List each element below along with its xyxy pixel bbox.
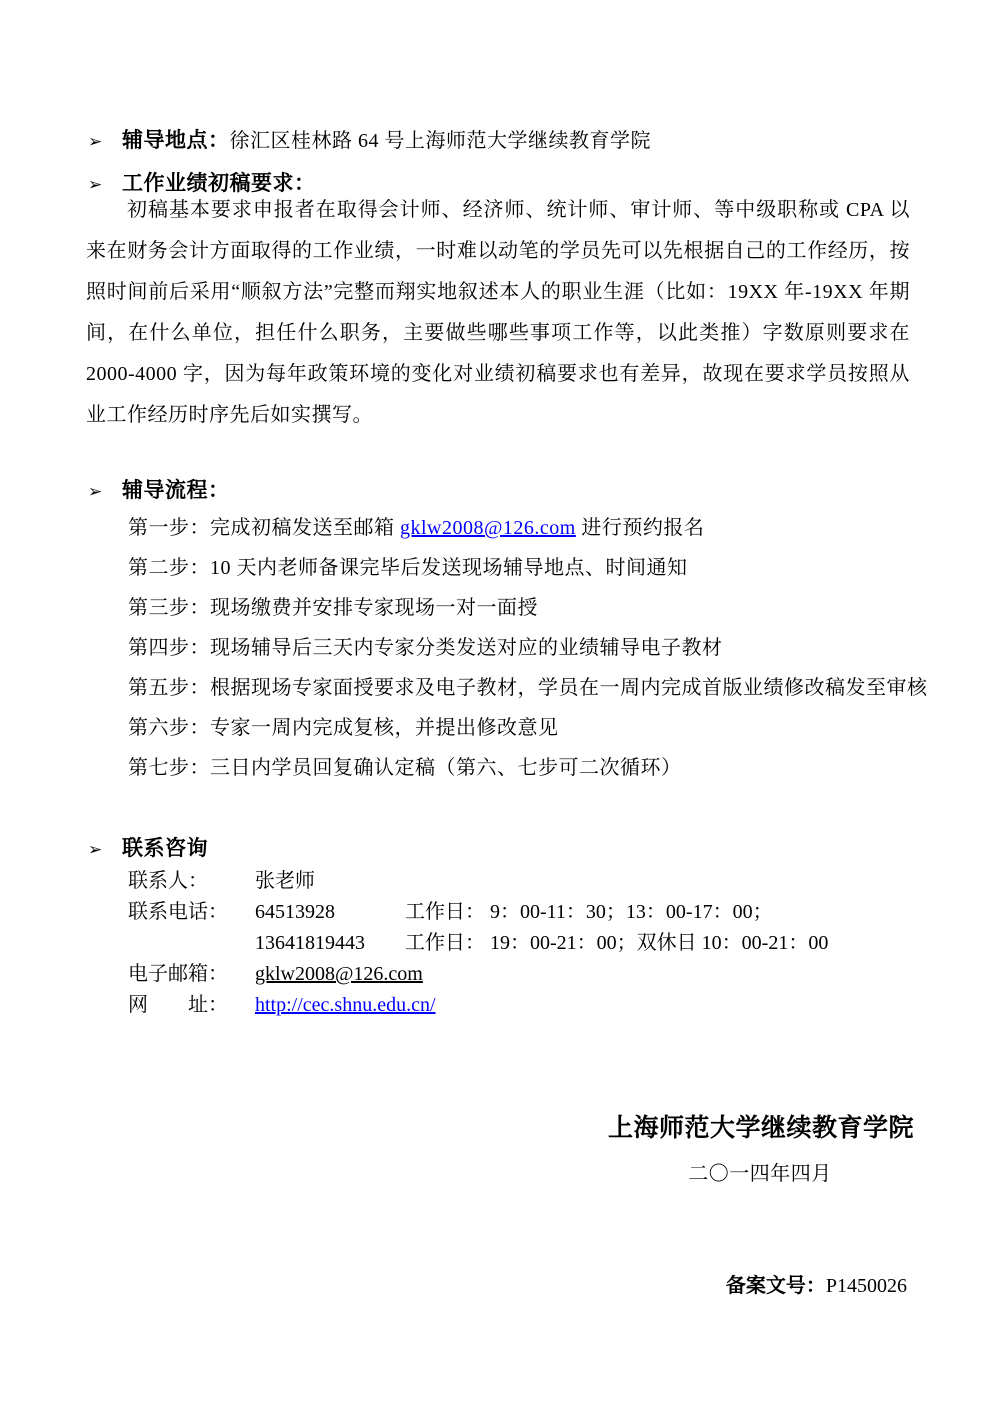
contact-phone-2-value: 13641819443: [255, 932, 365, 954]
step-prefix: 第七步：: [128, 757, 210, 779]
process-label: 辅导流程：: [122, 479, 230, 502]
step-prefix: 第五步：: [128, 677, 210, 699]
institution-name: 上海师范大学继续教育学院: [608, 1115, 915, 1142]
process-step-6: [128, 708, 928, 748]
arrow-bullet-icon: ➢: [88, 840, 103, 860]
step-text: 10 天内老师备课完毕后发送现场辅导地点、时间通知: [210, 557, 688, 579]
filing-number: P1450026: [825, 1275, 907, 1297]
location-label: 辅导地点：: [122, 129, 230, 152]
contact-row-phone-1: [128, 897, 828, 928]
section-process-heading: [88, 474, 230, 504]
contact-phone-label: 联系电话：: [128, 901, 228, 923]
contact-website-label: 网 址：: [128, 994, 228, 1016]
process-step-2: [128, 548, 928, 588]
signature-block: [608, 1108, 915, 1186]
filing-number-row: [726, 1269, 907, 1298]
contact-row-person: [128, 866, 828, 897]
process-step-7: [128, 748, 928, 788]
requirements-paragraph: 初稿基本要求申报者在取得会计师、经济师、统计师、审计师、等中级职称或 CPA 以来在财务会计方面取得的工作业绩，一时难以动笔的学员先可以先根据自己的工作经历，按照时间前后采用“顺叙方法”完整而翔实地叙述本人的职业生涯（比如：19XX 年-19XX 年期间，在什么单位，担任什么职务，主要做些哪些事项工作等，以此类推）字数原则要求在 2000-4000 字，因为每年政策环境的变化对业绩初稿要求也有差异，故现在要求学员按照从业工作经历时序先后如实撰写。: [86, 199, 910, 426]
contact-row-email: [128, 959, 828, 990]
step-prefix: 第四步：: [128, 637, 210, 659]
section-location: [88, 124, 651, 154]
contact-website-link[interactable]: http://cec.shnu.edu.cn/: [255, 994, 436, 1016]
contact-label: 联系咨询: [122, 837, 208, 860]
section-contact-heading: [88, 832, 208, 862]
email-link[interactable]: gklw2008@126.com: [400, 517, 576, 539]
arrow-bullet-icon: ➢: [88, 132, 103, 152]
contact-person-label: 联系人：: [128, 870, 208, 892]
contact-person-value: 张老师: [255, 870, 315, 892]
arrow-bullet-icon: ➢: [88, 482, 103, 502]
requirements-label: 工作业绩初稿要求：: [122, 172, 316, 195]
contact-email-label: 电子邮箱：: [128, 963, 228, 985]
process-step-5: [128, 668, 928, 708]
contact-row-website: [128, 990, 828, 1021]
step-text: 三日内学员回复确认定稿（第六、七步可二次循环）: [210, 757, 682, 779]
step-prefix: 第一步：: [128, 517, 210, 539]
step-text: 现场缴费并安排专家现场一对一面授: [210, 597, 538, 619]
process-steps: [128, 508, 928, 788]
process-step-4: [128, 628, 928, 668]
contact-phone-1-schedule: 工作日： 9：00-11：30；13：00-17：00；: [405, 901, 773, 923]
contact-phone-1-value: 64513928: [255, 901, 335, 923]
contact-email-link[interactable]: gklw2008@126.com: [255, 963, 423, 985]
process-step-1: [128, 508, 928, 548]
step-prefix: 第六步：: [128, 717, 210, 739]
step-prefix: 第二步：: [128, 557, 210, 579]
contact-phone-2-schedule: 工作日： 19：00-21：00；双休日 10：00-21：00: [405, 932, 829, 954]
location-value: 徐汇区桂林路 64 号上海师范大学继续教育学院: [229, 130, 651, 152]
filing-label: 备案文号：: [725, 1275, 826, 1297]
step-text: 根据现场专家面授要求及电子教材，学员在一周内完成首版业绩修改稿发至审核: [210, 677, 928, 699]
contact-row-phone-2: [128, 928, 828, 959]
process-step-3: [128, 588, 928, 628]
step-text: 进行预约报名: [575, 517, 705, 539]
arrow-bullet-icon: ➢: [88, 175, 103, 195]
step-text: 完成初稿发送至邮箱: [210, 517, 400, 539]
step-text: 现场辅导后三天内专家分类发送对应的业绩辅导电子教材: [210, 637, 723, 659]
signature-date: 二〇一四年四月: [688, 1163, 832, 1185]
contact-table: [128, 866, 828, 1021]
step-text: 专家一周内完成复核，并提出修改意见: [210, 717, 559, 739]
step-prefix: 第三步：: [128, 597, 210, 619]
